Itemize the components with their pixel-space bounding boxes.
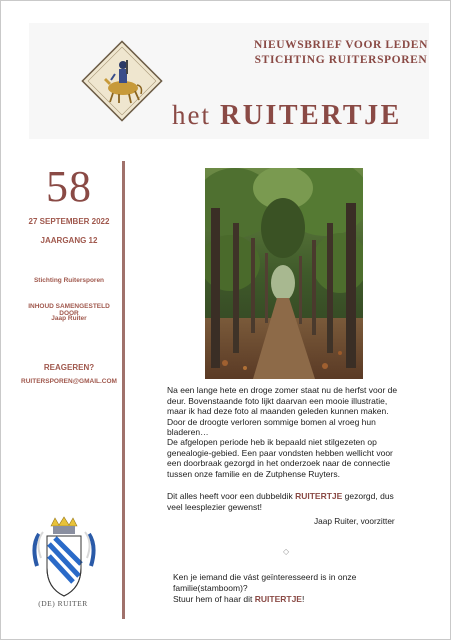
react-label: REAGEREN? xyxy=(43,363,95,372)
masthead-main: RUITERTJE xyxy=(220,100,402,131)
newsletter-subtitle-2: STICHTING RUITERSPOREN xyxy=(254,54,428,66)
share-question: Ken je iemand die vást geïnteresseerd is in onze familie(stamboom)? xyxy=(173,572,357,593)
volume-label: JAARGANG 12 xyxy=(40,236,98,245)
share-highlight: RUITERTJE xyxy=(254,594,302,604)
share-text-c: ! xyxy=(301,594,305,604)
share-text-a: Stuur hem of haar dit xyxy=(173,594,255,604)
vertical-divider xyxy=(122,161,125,619)
masthead-prefix: het xyxy=(172,100,211,130)
intro-paragraph: Na een lange hete en droge zomer staat nu de herfst voor de deur. Bovenstaande foto lijkt daarvan een mooie illustratie, maar ik had deze foto al maanden geleden kunnen maken. Door de droogte verloren sommige bomen al vroeg hun bladeren… xyxy=(167,385,398,438)
rider-logo xyxy=(79,38,165,124)
crest-label: (DE) RUITER xyxy=(38,599,88,608)
coat-of-arms-icon xyxy=(29,516,99,600)
masthead-title xyxy=(172,100,402,132)
org-name: Stichting Ruitersporen xyxy=(33,277,105,284)
email-link[interactable]: RUITERSPOREN@GMAIL.COM xyxy=(21,378,117,385)
issue-date: 27 SEPTEMBER 2022 xyxy=(28,217,110,226)
signature: Jaap Ruiter, voorzitter xyxy=(314,516,395,526)
autumn-avenue-photo xyxy=(205,168,363,379)
compiled-by-name: Jaap Ruiter xyxy=(51,315,87,322)
closing-highlight: RUITERTJE xyxy=(295,491,343,501)
divider-diamond-icon: ◇ xyxy=(283,547,290,556)
compiled-by-label: INHOUD SAMENGESTELD DOOR xyxy=(28,303,110,317)
closing-text-a: Dit alles heeft voor een dubbeldik xyxy=(167,491,296,501)
genealogy-paragraph: De afgelopen periode heb ik bepaald niet stilgezeten op genealogie-gebied. Een paar vondsten hebben wellicht voor een doorbraak gezorgd in het onderzoek naar de connectie tussen onze familie en de Zutphense Ruyters. xyxy=(167,437,393,479)
share-call xyxy=(173,594,413,605)
closing-paragraph xyxy=(167,491,407,512)
newsletter-subtitle-1: NIEUWSBRIEF VOOR LEDEN xyxy=(253,39,428,51)
issue-number: 58 xyxy=(46,162,92,211)
closing-text-c: gezorgd, dus veel leesplezier gewenst! xyxy=(167,491,394,512)
